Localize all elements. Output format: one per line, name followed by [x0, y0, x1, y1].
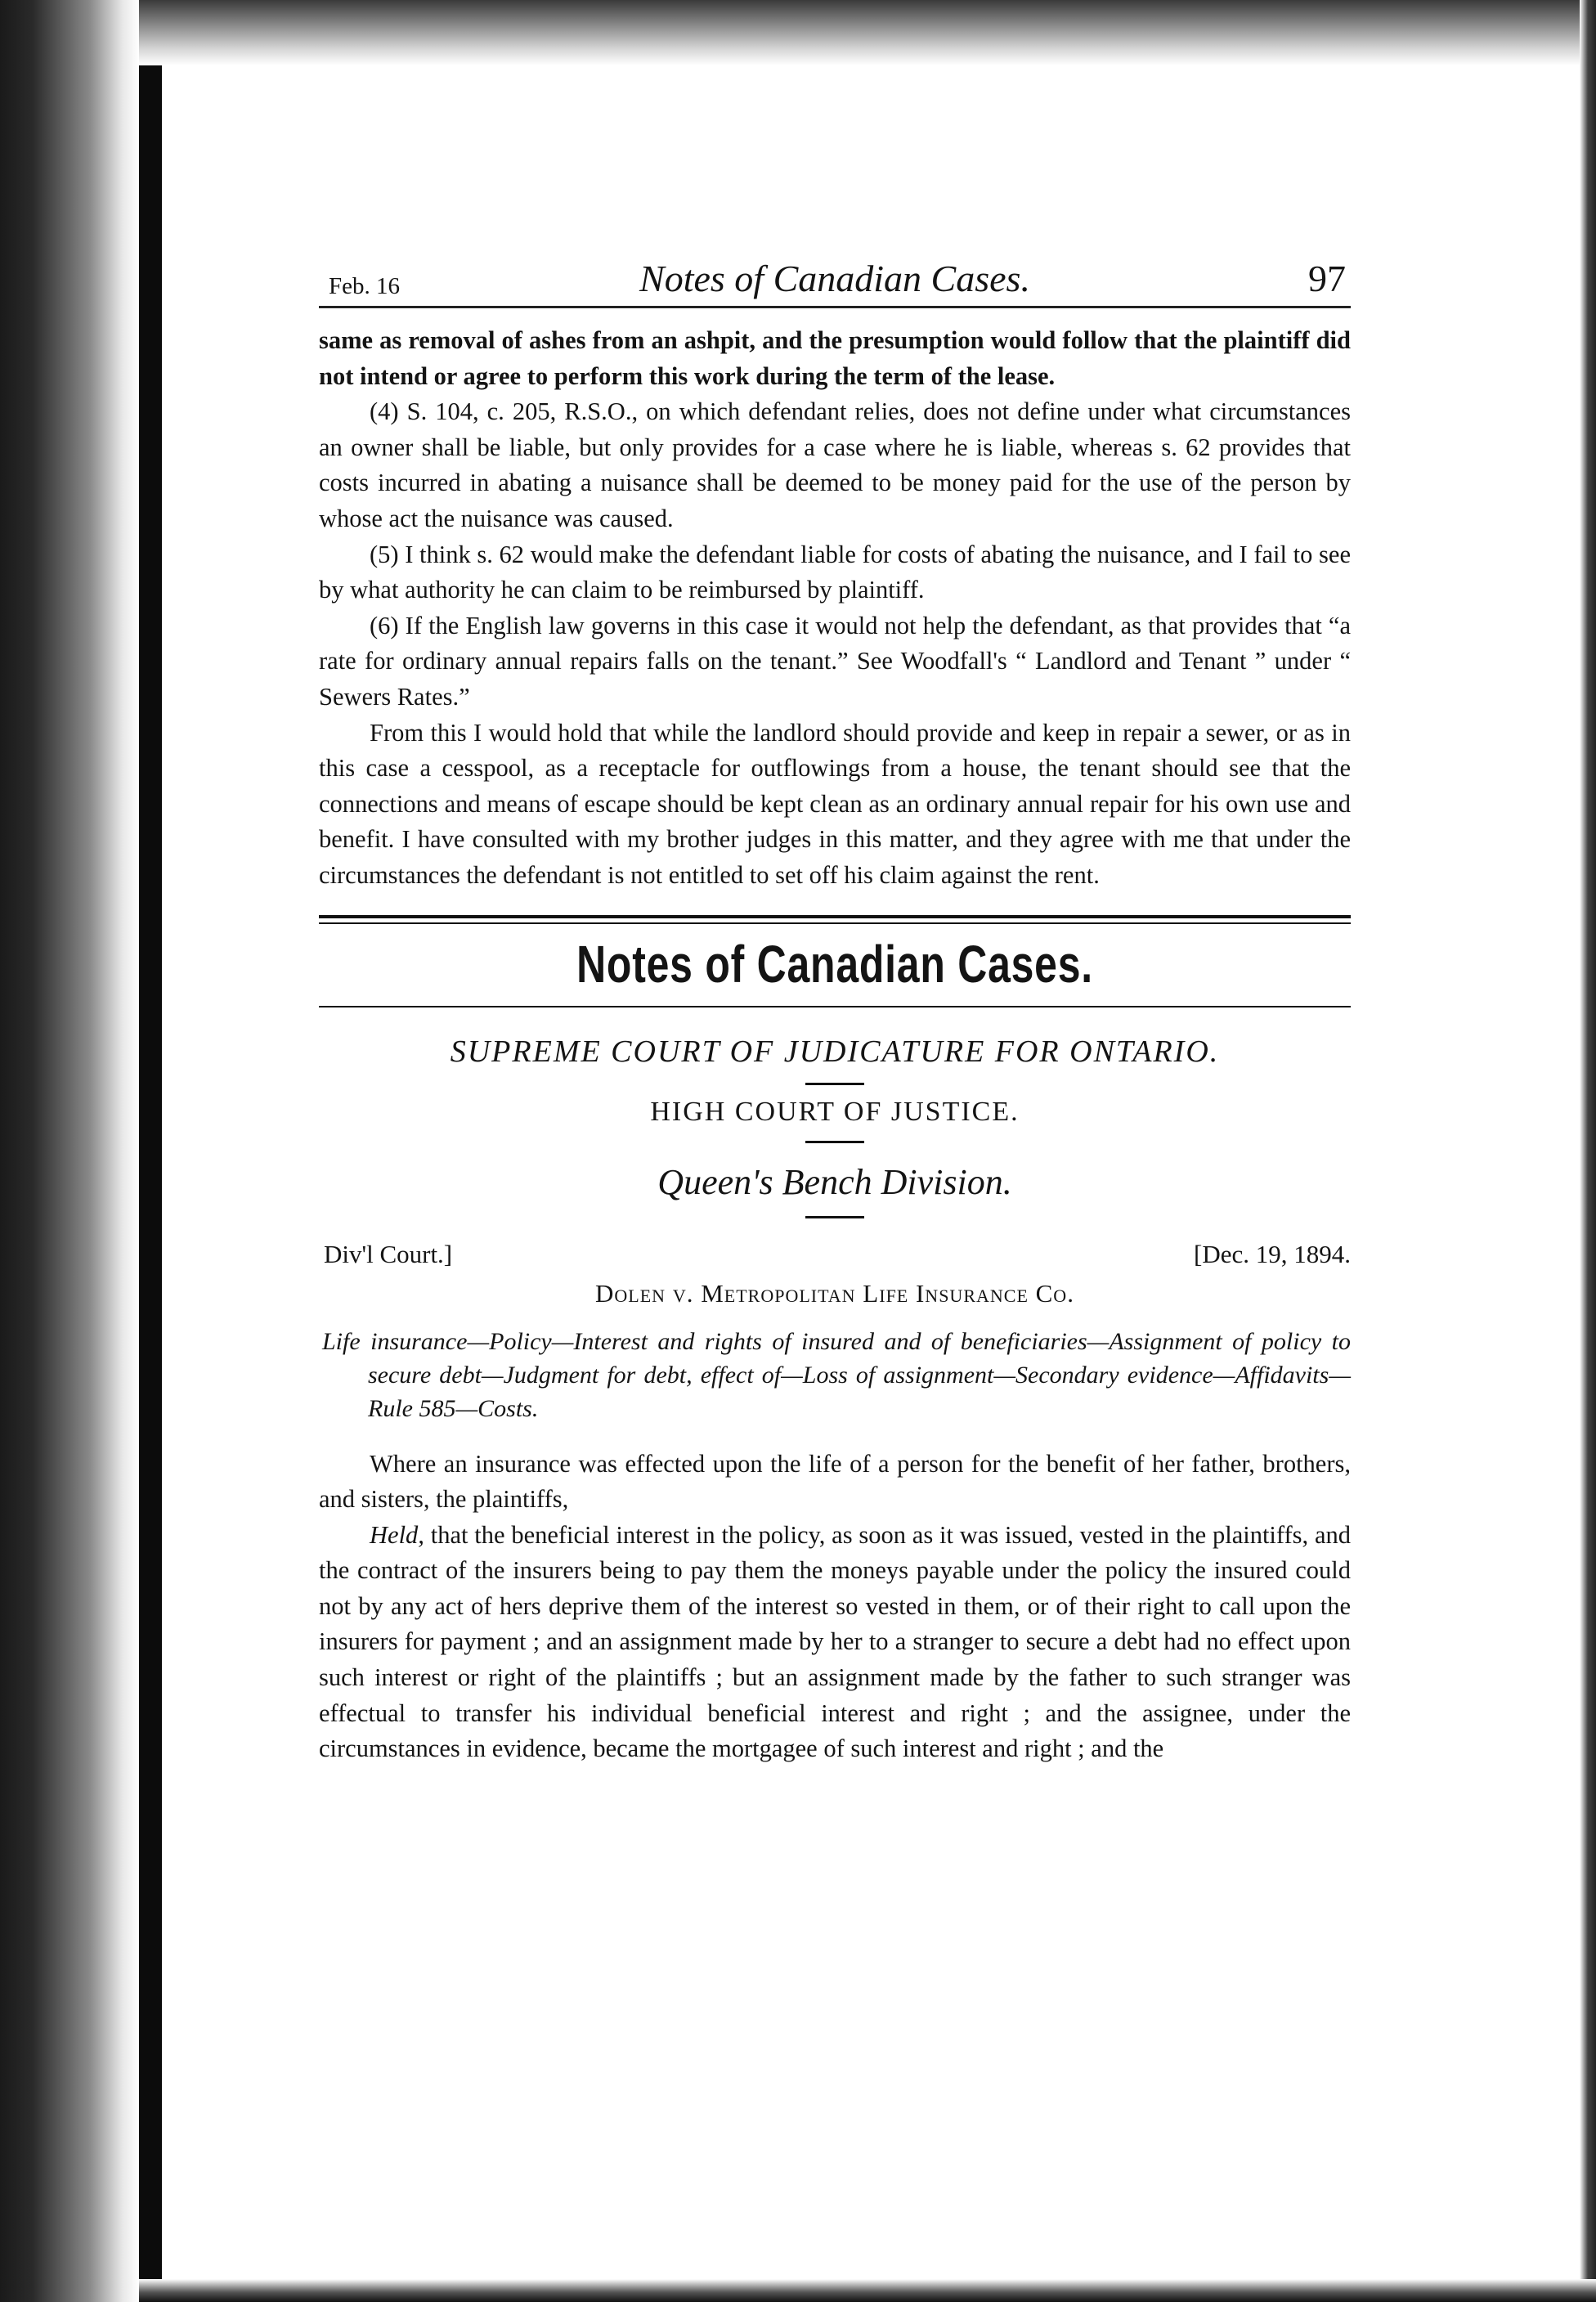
- paragraph: (5) I think s. 62 would make the defendant liable for costs of abating the nuisance, and I fail to see by what authority he can claim to be reimbursed by plaintiff.: [319, 540, 1351, 604]
- page-number: 97: [1308, 258, 1346, 299]
- scan-shadow-left: [0, 0, 139, 2302]
- document-page: [319, 254, 1351, 1767]
- scan-shadow-right: [1580, 0, 1596, 2302]
- paragraph: same as removal of ashes from an ashpit, and the presumption would follow that the plaintiff did not intend or agree to perform this work during the term of the lease.: [319, 326, 1351, 390]
- running-head: [319, 254, 1351, 308]
- held-word: Held,: [370, 1520, 424, 1549]
- paragraph: Where an insurance was effected upon the life of a person for the benefit of her father, brothers, and sisters, the plaintiffs,: [319, 1449, 1351, 1514]
- division-heading: Queen's Bench Division.: [657, 1161, 1012, 1202]
- continuation-text: [319, 323, 1351, 894]
- double-rule-divider: [319, 915, 1351, 924]
- court-heading: SUPREME COURT OF JUDICATURE FOR ONTARIO.: [450, 1034, 1220, 1069]
- paragraph: [319, 1518, 1351, 1767]
- scan-shadow-bottom: [139, 2279, 1596, 2302]
- running-head-title: Notes of Canadian Cases.: [639, 258, 1030, 299]
- case-name: Dolen v. Metropolitan Life Insurance Co.: [595, 1278, 1074, 1308]
- running-head-date: Feb. 16: [329, 273, 400, 299]
- held-text: that the beneficial interest in the policy, as soon as it was issued, vested in the plaintiffs, and the contract of the insurers being to pay them the moneys payable under the policy the insured could not by any act of hers deprive them of the interest so vested in them, or of their right to call upon the insurers for payment ; and an assignment made by her to a stranger to secure a debt had no effect upon such interest or right of the plaintiffs ; but an assignment made by the father to such stranger was effectual to transfer his individual beneficial interest and right ; and the assignee, under the circumstances in evidence, became the mortgagee of such interest and right ; and the: [319, 1520, 1351, 1763]
- case-citation-line: [319, 1240, 1351, 1276]
- scan-binding-bar: [139, 33, 162, 2290]
- case-headnote: Life insurance—Policy—Interest and rights of insured and of beneficiaries—Assignment of policy to secure debt—Judgment for debt, effect of—Loss of assignment—Secondary evidence—Affidavits—Rule 585—Costs.: [322, 1327, 1351, 1422]
- high-court-heading: HIGH COURT OF JUSTICE.: [650, 1096, 1020, 1127]
- scan-shadow-top: [139, 0, 1596, 65]
- case-text: [319, 1447, 1351, 1767]
- short-rule: [805, 1141, 864, 1143]
- paragraph: (4) S. 104, c. 205, R.S.O., on which defendant relies, does not define under what circumstances an owner shall be liable, but only provides for a case where he is liable, whereas s. 62 provides that costs incurred in abating a nuisance shall be deemed to be money paid for the use of the person by whose act the nuisance was caused.: [319, 397, 1351, 532]
- short-rule: [805, 1216, 864, 1218]
- section-title: Notes of Canadian Cases.: [576, 934, 1093, 994]
- case-court-label: Div'l Court.]: [324, 1239, 453, 1268]
- case-date: [Dec. 19, 1894.: [1194, 1239, 1351, 1268]
- paragraph: (6) If the English law governs in this case it would not help the defendant, as that provides that “a rate for ordinary annual repairs falls on the tenant.” See Woodfall's “ Landlord and Tenant ” under “ Sewers Rates.”: [319, 611, 1351, 711]
- paragraph: From this I would hold that while the landlord should provide and keep in repair a sewer, or as in this case a cesspool, as a receptacle for outflowings from a house, the tenant should see that the connections and means of escape should be kept clean as an ordinary annual repair for his own use and benefit. I have consulted with my brother judges in this matter, and they agree with me that under the circumstances the defendant is not entitled to set off his claim against the rent.: [319, 718, 1351, 889]
- short-rule: [805, 1083, 864, 1085]
- section-divider: [319, 1006, 1351, 1007]
